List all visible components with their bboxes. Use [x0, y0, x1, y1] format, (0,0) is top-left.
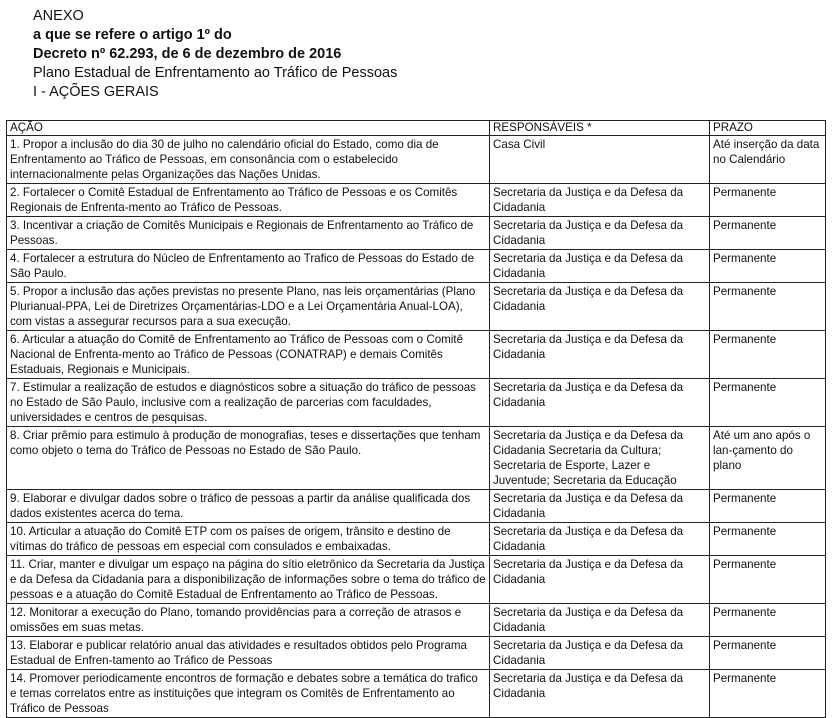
- responsible-cell: Secretaria da Justiça e da Defesa da Cidadania Secretaria da Cultura; Secretaria de Esporte, Lazer e Juventude; Secretaria da Educação: [490, 427, 710, 490]
- table-row: [7, 427, 826, 490]
- decree-title: Decreto nº 62.293, de 6 de dezembro de 2016: [33, 46, 342, 62]
- column-header-acao: AÇÃO: [7, 121, 490, 136]
- responsible-cell: Secretaria da Justiça e da Defesa da Cidadania: [490, 490, 710, 523]
- responsible-cell: Secretaria da Justiça e da Defesa da Cidadania: [490, 250, 710, 283]
- responsible-cell: Secretaria da Justiça e da Defesa da Cidadania: [490, 379, 710, 427]
- action-cell: 12. Monitorar a execução do Plano, tomando providências para a correção de atrasos e omissões em suas metas.: [7, 604, 490, 637]
- action-cell: 13. Elaborar e publicar relatório anual das atividades e resultados obtidos pelo Programa Estadual de Enfren-tamento ao Tráfico de Pessoas: [7, 637, 490, 670]
- deadline-cell: Permanente: [710, 523, 826, 556]
- table-row: [7, 283, 826, 331]
- deadline-cell: Permanente: [710, 490, 826, 523]
- deadline-cell: Até um ano após o lan-çamento do plano: [710, 427, 826, 490]
- deadline-cell: Permanente: [710, 556, 826, 604]
- table-row: [7, 490, 826, 523]
- responsible-cell: Casa Civil: [490, 136, 710, 184]
- table-row: [7, 523, 826, 556]
- table-row: [7, 556, 826, 604]
- deadline-cell: Permanente: [710, 250, 826, 283]
- document-header: [33, 7, 397, 102]
- article-reference: a que se refere o artigo 1º do: [33, 27, 232, 43]
- table-row: [7, 604, 826, 637]
- deadline-cell: Até inserção da data no Calendário: [710, 136, 826, 184]
- table-row: [7, 637, 826, 670]
- action-cell: 1. Propor a inclusão do dia 30 de julho no calendário oficial do Estado, como dia de Enfrentamento ao Tráfico de Pessoas, em consonância com o estabelecido internacionalmente pelas Organizações das Nações Unidas.: [7, 136, 490, 184]
- deadline-cell: Permanente: [710, 217, 826, 250]
- table-row: [7, 331, 826, 379]
- action-cell: 3. Incentivar a criação de Comitês Municipais e Regionais de Enfrentamento ao Tráfico de Pessoas.: [7, 217, 490, 250]
- column-header-prazo: PRAZO: [710, 121, 826, 136]
- responsible-cell: Secretaria da Justiça e da Defesa da Cidadania: [490, 604, 710, 637]
- responsible-cell: Secretaria da Justiça e da Defesa da Cidadania: [490, 523, 710, 556]
- responsible-cell: Secretaria da Justiça e da Defesa da Cidadania: [490, 670, 710, 718]
- table-body: [7, 136, 826, 718]
- action-cell: 6. Articular a atuação do Comitê de Enfrentamento ao Tráfico de Pessoas com o Comitê Nacional de Enfrenta-mento ao Tráfico de Pessoas (CONATRAP) e demais Comitês Estaduais, Regionais e Municipais.: [7, 331, 490, 379]
- table-row: [7, 217, 826, 250]
- deadline-cell: Permanente: [710, 283, 826, 331]
- deadline-cell: Permanente: [710, 184, 826, 217]
- table-row: [7, 136, 826, 184]
- actions-table: [6, 120, 826, 718]
- deadline-cell: Permanente: [710, 670, 826, 718]
- responsible-cell: Secretaria da Justiça e da Defesa da Cidadania: [490, 331, 710, 379]
- action-cell: 2. Fortalecer o Comitê Estadual de Enfrentamento ao Tráfico de Pessoas e os Comitês Regionais de Enfrenta-mento ao Tráfico de Pessoas.: [7, 184, 490, 217]
- action-cell: 5. Propor a inclusão das ações previstas no presente Plano, nas leis orçamentárias (Plano Plurianual-PPA, Lei de Diretrizes Orçamentárias-LDO e a Lei Orçamentária Anual-LOA), com vistas a assegurar recursos para a sua execução.: [7, 283, 490, 331]
- responsible-cell: Secretaria da Justiça e da Defesa da Cidadania: [490, 283, 710, 331]
- deadline-cell: Permanente: [710, 379, 826, 427]
- action-cell: 8. Criar prêmio para estimulo à produção de monografias, teses e dissertações que tenham como objeto o tema do Tráfico de Pessoas no Estado de São Paulo.: [7, 427, 490, 490]
- table-row: [7, 184, 826, 217]
- column-header-responsaveis: RESPONSÁVEIS *: [490, 121, 710, 136]
- deadline-cell: Permanente: [710, 637, 826, 670]
- deadline-cell: Permanente: [710, 604, 826, 637]
- action-cell: 4. Fortalecer a estrutura do Núcleo de Enfrentamento ao Trafico de Pessoas do Estado de São Paulo.: [7, 250, 490, 283]
- action-cell: 10. Articular a atuação do Comitê ETP com os países de origem, trânsito e destino de vítimas do tráfico de pessoas em especial com consulados e embaixadas.: [7, 523, 490, 556]
- table-row: [7, 250, 826, 283]
- table-header-row: [7, 121, 826, 136]
- table-row: [7, 379, 826, 427]
- section-title: I - AÇÕES GERAIS: [33, 84, 159, 100]
- action-cell: 7. Estimular a realização de estudos e diagnósticos sobre a situação do tráfico de pessoas no Estado de São Paulo, inclusive com a realização de parcerias com faculdades, universidades e centros de pesquisas.: [7, 379, 490, 427]
- action-cell: 11. Criar, manter e divulgar um espaço na página do sítio eletrônico da Secretaria da Justiça e da Defesa da Cidadania para a disponibilização de informações sobre o tema do tráfico de pessoas e a atuação do Comitê Estadual de Enfrentamento ao Tráfico de Pessoas.: [7, 556, 490, 604]
- action-cell: 9. Elaborar e divulgar dados sobre o tráfico de pessoas a partir da análise qualificada dos dados existentes acerca do tema.: [7, 490, 490, 523]
- responsible-cell: Secretaria da Justiça e da Defesa da Cidadania: [490, 184, 710, 217]
- responsible-cell: Secretaria da Justiça e da Defesa da Cidadania: [490, 637, 710, 670]
- plan-title: Plano Estadual de Enfrentamento ao Tráfico de Pessoas: [33, 65, 398, 81]
- responsible-cell: Secretaria da Justiça e da Defesa da Cidadania: [490, 556, 710, 604]
- table-row: [7, 670, 826, 718]
- action-cell: 14. Promover periodicamente encontros de formação e debates sobre a temática do trafico e temas correlatos entre as instituições que integram os Comitês de Enfrentamento ao Tráfico de Pessoas: [7, 670, 490, 718]
- responsible-cell: Secretaria da Justiça e da Defesa da Cidadania: [490, 217, 710, 250]
- deadline-cell: Permanente: [710, 331, 826, 379]
- annex-label: ANEXO: [33, 8, 84, 24]
